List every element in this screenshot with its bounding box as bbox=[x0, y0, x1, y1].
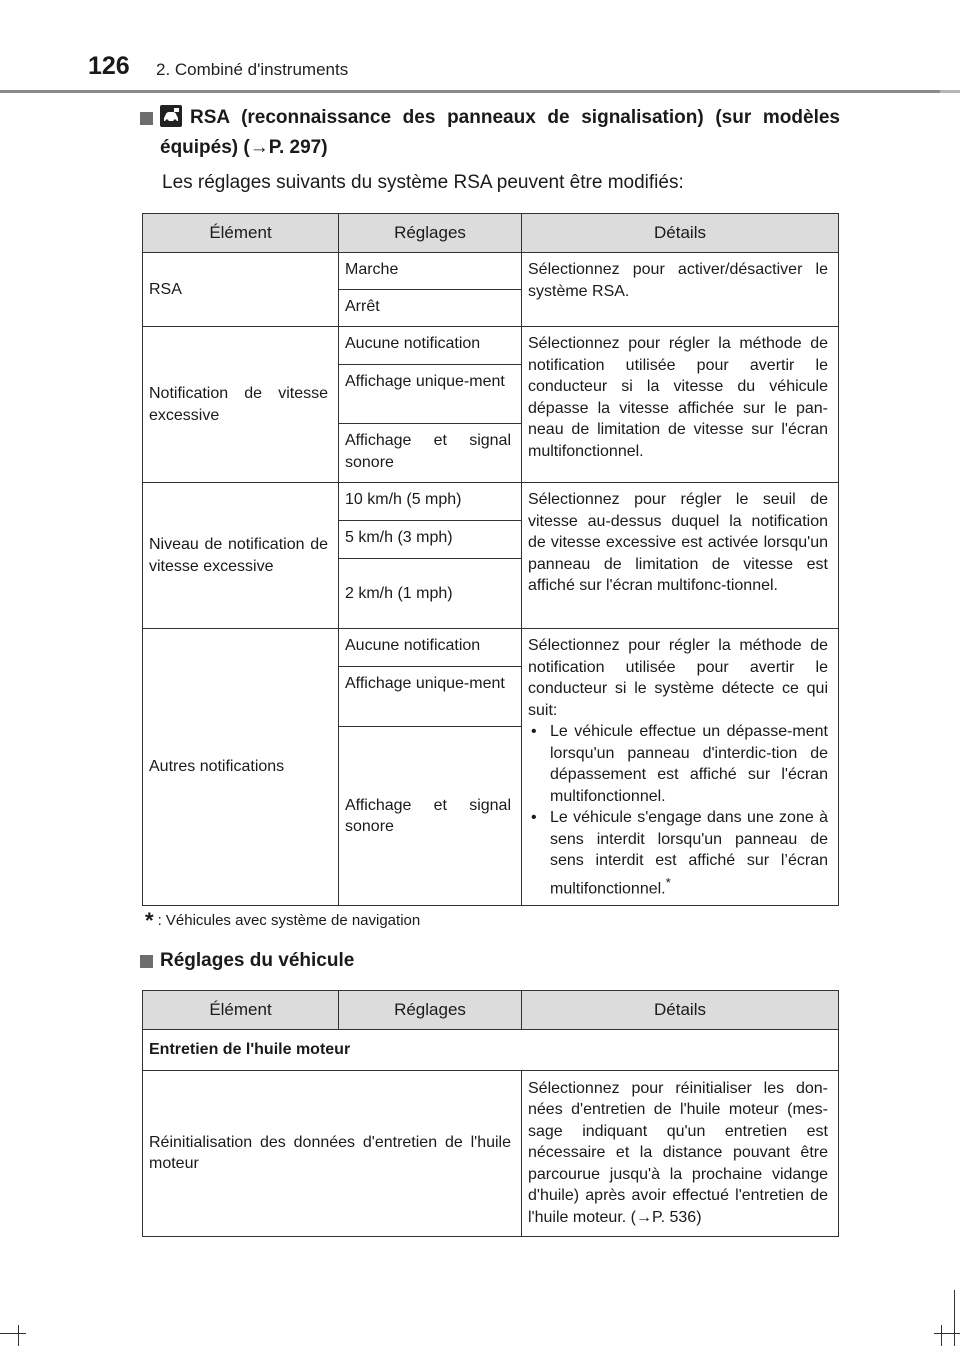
details-cell: Sélectionnez pour régler la méthode de notification utilisée pour avertir le conducteur si la vitesse du véhicule dépasse la vitesse affichée sur le pan-neau de limitation de vitesse sur l'écran multifonctionnel. bbox=[522, 327, 839, 483]
details-cell: Sélectionnez pour réinitialiser les don-nées d'entretien de l'huile moteur (mes-sage indiquant qu'un entretien est nécessaire et la distance pouvant être parcourue jusqu'à la prochaine vidange d'huile) après avoir effectué l'entretien de l'huile moteur. (→P. 536) bbox=[522, 1070, 839, 1236]
column-header-settings: Réglages bbox=[339, 991, 522, 1030]
table-row bbox=[143, 1070, 839, 1236]
table-header-row bbox=[143, 214, 839, 253]
details-cell bbox=[522, 629, 839, 906]
crop-mark bbox=[954, 1290, 955, 1346]
vehicle-section-title-text: Réglages du véhicule bbox=[160, 950, 355, 971]
setting-cell: Arrêt bbox=[339, 290, 522, 327]
crop-mark bbox=[0, 1333, 26, 1334]
column-header-element: Élément bbox=[143, 991, 339, 1030]
footnote-text: : Véhicules avec système de navigation bbox=[157, 912, 421, 929]
crop-mark bbox=[941, 1325, 942, 1346]
car-sign-icon bbox=[160, 105, 182, 127]
table-row bbox=[143, 483, 839, 521]
table-row bbox=[143, 1030, 839, 1071]
overspeed-element-cell: Notification de vitesse excessive bbox=[143, 327, 339, 483]
details-intro: Sélectionnez pour régler la méthode de notification utilisée pour avertir le conducteur si le système détecte ce qui suit: bbox=[528, 637, 828, 719]
table-row bbox=[143, 253, 839, 290]
column-header-details: Détails bbox=[522, 991, 839, 1030]
chapter-title: 2. Combiné d'instruments bbox=[156, 60, 349, 79]
setting-cell: Affichage et signal sonore bbox=[339, 726, 522, 905]
column-header-settings: Réglages bbox=[339, 214, 522, 253]
setting-cell: 5 km/h (3 mph) bbox=[339, 521, 522, 559]
rsa-element-cell: RSA bbox=[143, 253, 339, 327]
table-row bbox=[143, 629, 839, 667]
setting-cell: Affichage unique-ment bbox=[339, 365, 522, 424]
crop-mark bbox=[934, 1333, 960, 1334]
group-heading-cell: Entretien de l'huile moteur bbox=[143, 1030, 839, 1071]
details-bullet-list bbox=[528, 721, 828, 899]
footnote-mark: * bbox=[145, 908, 154, 933]
level-element-cell: Niveau de notification de vitesse excessive bbox=[143, 483, 339, 629]
vehicle-settings-table bbox=[142, 990, 839, 1237]
setting-cell: Aucune notification bbox=[339, 629, 522, 667]
setting-cell: 10 km/h (5 mph) bbox=[339, 483, 522, 521]
oil-reset-element-cell: Réinitialisation des données d'entretien de l'huile moteur bbox=[143, 1070, 522, 1236]
table-row bbox=[143, 327, 839, 365]
list-item-text: Le véhicule s'engage dans une zone à sens interdit lorsqu'un panneau de sens interdit est affiché sur l’écran multifonctionnel. bbox=[550, 809, 828, 897]
header-divider bbox=[0, 90, 940, 93]
setting-cell: Marche bbox=[339, 253, 522, 290]
other-element-cell: Autres notifications bbox=[143, 629, 339, 906]
footnote bbox=[145, 908, 420, 934]
setting-cell: 2 km/h (1 mph) bbox=[339, 559, 522, 629]
rsa-intro-text: Les réglages suivants du système RSA peuvent être modifiés: bbox=[162, 172, 684, 193]
rsa-settings-table bbox=[142, 213, 839, 906]
square-bullet-icon bbox=[140, 112, 153, 125]
square-bullet-icon bbox=[140, 955, 153, 968]
list-item bbox=[528, 807, 828, 899]
header-divider-end bbox=[940, 90, 960, 93]
table-header-row bbox=[143, 991, 839, 1030]
details-cell: Sélectionnez pour activer/désactiver le système RSA. bbox=[522, 253, 839, 327]
setting-cell: Affichage unique-ment bbox=[339, 666, 522, 726]
page-header bbox=[0, 0, 960, 94]
crop-mark bbox=[18, 1325, 19, 1346]
details-cell: Sélectionnez pour régler le seuil de vitesse au-dessus duquel la notification de vitesse excessive est activée lorsqu'un panneau de limitation de vitesse est affiché sur l'écran multifonc-tionnel. bbox=[522, 483, 839, 629]
column-header-element: Élément bbox=[143, 214, 339, 253]
column-header-details: Détails bbox=[522, 214, 839, 253]
footnote-mark: * bbox=[665, 874, 671, 890]
vehicle-section-title bbox=[140, 946, 840, 976]
rsa-section-title-text: RSA (reconnaissance des panneaux de signalisation) (sur modèles équipés) (→P. 297) bbox=[160, 107, 840, 158]
setting-cell: Aucune notification bbox=[339, 327, 522, 365]
rsa-section-title bbox=[140, 103, 840, 163]
page-number: 126 bbox=[88, 52, 130, 80]
setting-cell: Affichage et signal sonore bbox=[339, 424, 522, 483]
list-item: • Le véhicule effectue un dépasse-ment lorsqu'un panneau d'interdic-tion de dépassement est affiché sur l'écran multifonctionnel. bbox=[528, 721, 828, 807]
